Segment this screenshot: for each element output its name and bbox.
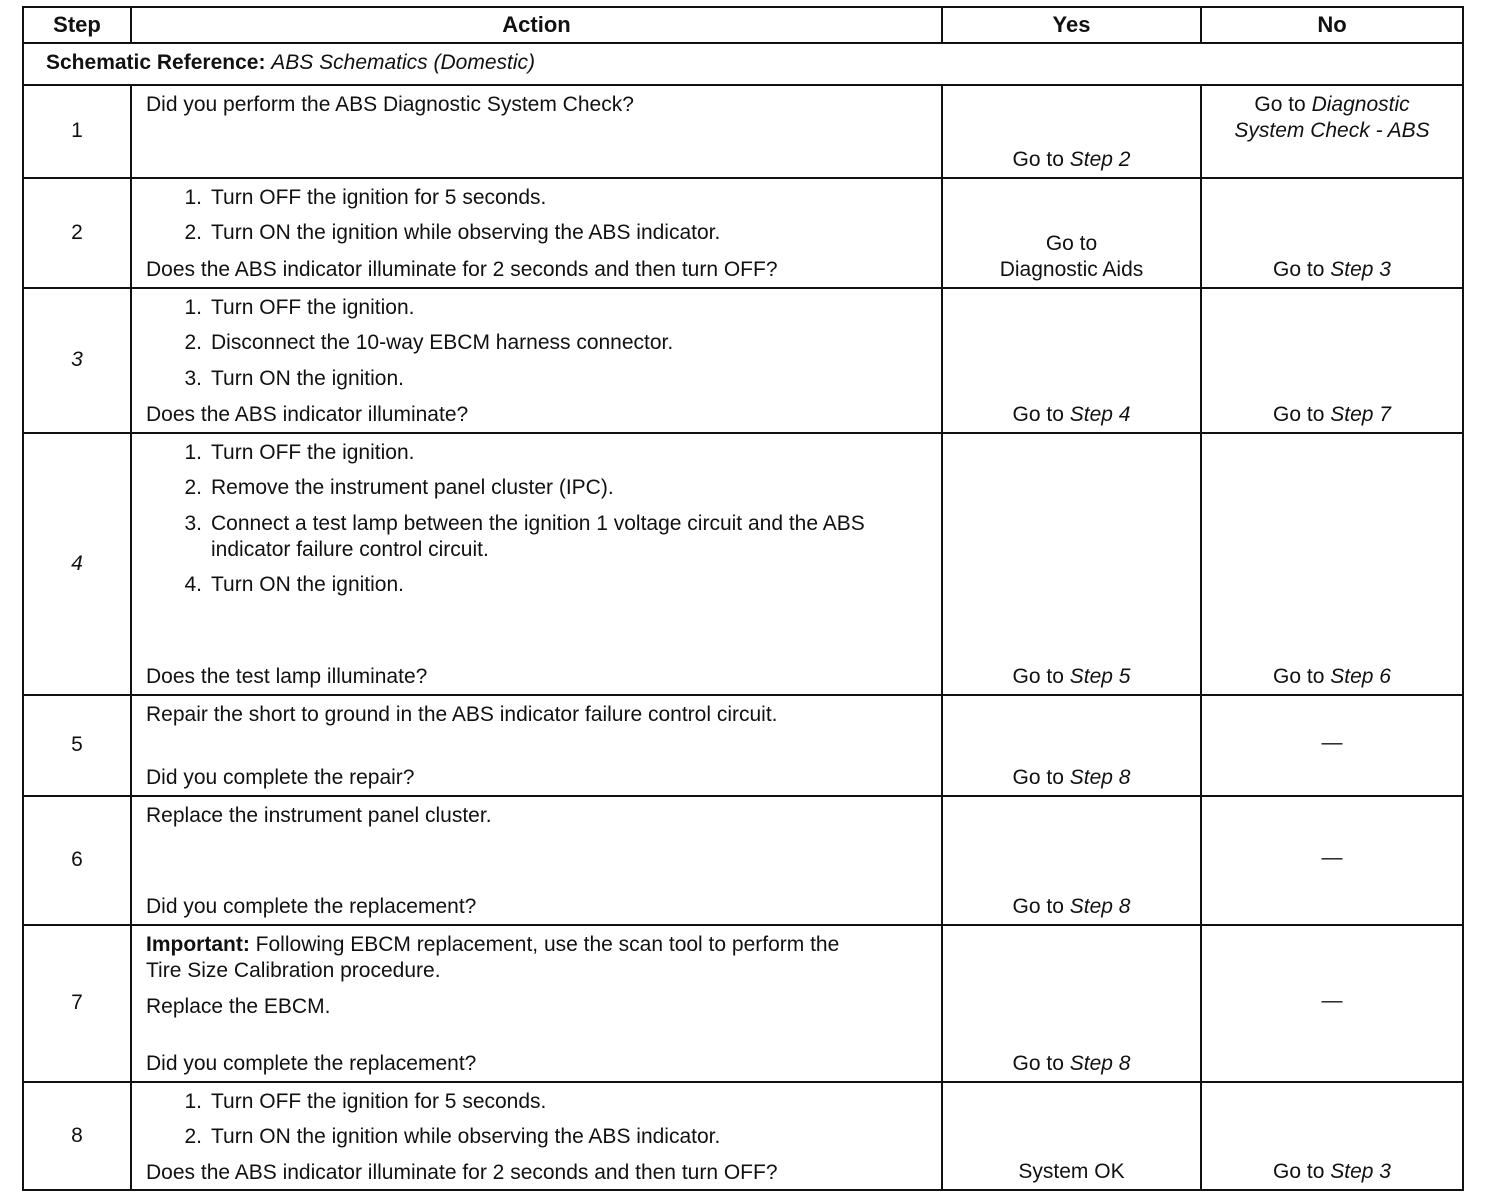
yes-prefix: Go to (1012, 402, 1064, 426)
instruction-list (146, 295, 931, 401)
list-item: 4. Turn ON the ignition. (184, 573, 404, 596)
yes-link[interactable]: Step 4 (1069, 402, 1131, 426)
step-question: Does the ABS indicator illuminate for 2 seconds and then turn OFF? (146, 257, 778, 281)
no-dash: — (1321, 846, 1343, 870)
step-text: Repair the short to ground in the ABS indicator failure control circuit. (146, 703, 778, 726)
yes-prefix: Go to (1012, 664, 1064, 688)
list-item: 1. Turn OFF the ignition. (184, 296, 415, 319)
header-yes: Yes (942, 7, 1201, 43)
header-action: Action (131, 7, 942, 43)
step-action (131, 85, 942, 178)
no-link[interactable]: Step 7 (1330, 402, 1391, 426)
step-row (23, 925, 1463, 1082)
instruction-list (146, 1089, 931, 1160)
no-prefix: Go to (1254, 93, 1306, 116)
yes-prefix: Go to (1012, 147, 1064, 171)
step-number: 5 (23, 695, 131, 796)
no-link[interactable]: Step 3 (1330, 1159, 1391, 1183)
list-item: 2. Turn ON the ignition while observing the ABS indicator. (184, 1125, 721, 1149)
yes-line1: Go to (1045, 231, 1098, 255)
yes-prefix: Go to (1012, 1051, 1064, 1075)
schematic-label: Schematic Reference: (46, 51, 266, 74)
step-number: 1 (23, 85, 131, 178)
instruction-list (146, 440, 931, 607)
list-item: 1. Turn OFF the ignition. (184, 441, 415, 464)
yes-cell (942, 178, 1201, 288)
no-cell (1201, 1082, 1463, 1190)
step-question: Does the test lamp illuminate? (146, 664, 428, 688)
step-question: Did you complete the replacement? (146, 894, 477, 918)
yes-cell (942, 288, 1201, 433)
step-action (131, 1082, 942, 1190)
list-item: 2. Turn ON the ignition while observing the ABS indicator. (184, 221, 721, 245)
no-dash: — (1321, 731, 1343, 755)
yes-link[interactable]: Diagnostic Aids (999, 257, 1144, 281)
no-cell (1201, 288, 1463, 433)
yes-prefix: Go to (1012, 765, 1064, 789)
step-row (23, 695, 1463, 796)
list-item: 2. Disconnect the 10-way EBCM harness connector. (184, 331, 674, 355)
step-row (23, 85, 1463, 178)
yes-cell (942, 796, 1201, 925)
no-cell (1201, 796, 1463, 925)
list-item: 1. Turn OFF the ignition for 5 seconds. (184, 186, 547, 209)
important-note (146, 932, 931, 985)
header-row (23, 7, 1463, 43)
step-text: Replace the instrument panel cluster. (146, 804, 492, 827)
no-cell (1201, 85, 1463, 178)
step-number: 3 (23, 288, 131, 433)
no-prefix: Go to (1273, 402, 1325, 426)
important-label: Important: (146, 933, 250, 956)
yes-link[interactable]: Step 8 (1069, 1051, 1131, 1075)
no-prefix: Go to (1273, 664, 1325, 688)
step-row (23, 433, 1463, 695)
yes-cell (942, 925, 1201, 1082)
yes-cell (942, 433, 1201, 695)
yes-link[interactable]: Step 8 (1069, 894, 1131, 918)
yes-link[interactable]: Step 2 (1069, 147, 1131, 171)
step-row (23, 1082, 1463, 1190)
yes-cell (942, 85, 1201, 178)
no-prefix: Go to (1273, 1159, 1325, 1183)
no-prefix: Go to (1273, 257, 1325, 281)
schematic-row (23, 43, 1463, 85)
step-question: Does the ABS indicator illuminate? (146, 402, 469, 426)
schematic-reference (23, 43, 1463, 85)
step-row (23, 288, 1463, 433)
list-item: 1. Turn OFF the ignition for 5 seconds. (184, 1090, 547, 1113)
step-number: 8 (23, 1082, 131, 1190)
no-cell (1201, 925, 1463, 1082)
no-cell (1201, 695, 1463, 796)
step-action (131, 178, 942, 288)
step-action (131, 925, 942, 1082)
step-row (23, 796, 1463, 925)
list-item: 3. Turn ON the ignition. (184, 366, 404, 390)
list-item: 3. Connect a test lamp between the ignition 1 voltage circuit and the ABS indicator failure control circuit. (184, 511, 865, 561)
no-link-line2[interactable]: System Check - ABS (1234, 119, 1430, 143)
diagnostic-table (22, 6, 1464, 1191)
step-action (131, 796, 942, 925)
no-link[interactable]: Step 3 (1330, 257, 1391, 281)
step-number: 7 (23, 925, 131, 1082)
step-row (23, 178, 1463, 288)
step-action (131, 288, 942, 433)
no-dash: — (1321, 989, 1343, 1013)
step-number: 2 (23, 178, 131, 288)
step-text: Did you perform the ABS Diagnostic System Check? (146, 93, 634, 116)
step-number: 4 (23, 433, 131, 695)
step-question: Did you complete the replacement? (146, 1051, 477, 1075)
yes-cell (942, 1082, 1201, 1190)
important-text: Following EBCM replacement, use the scan tool to perform the Tire Size Calibration procedure. (146, 933, 840, 983)
no-link[interactable]: Step 6 (1330, 664, 1391, 688)
yes-prefix: Go to (1012, 894, 1064, 918)
step-action (131, 695, 942, 796)
yes-cell (942, 695, 1201, 796)
step-text: Replace the EBCM. (146, 994, 331, 1018)
header-no: No (1201, 7, 1463, 43)
header-step: Step (23, 7, 131, 43)
no-link[interactable]: Diagnostic (1311, 93, 1410, 116)
yes-result: System OK (1018, 1159, 1125, 1183)
no-cell (1201, 433, 1463, 695)
step-question: Does the ABS indicator illuminate for 2 seconds and then turn OFF? (146, 1160, 778, 1184)
no-cell (1201, 178, 1463, 288)
step-action (131, 433, 942, 695)
yes-link[interactable]: Step 5 (1069, 664, 1131, 688)
instruction-list (146, 185, 931, 256)
step-number: 6 (23, 796, 131, 925)
yes-link[interactable]: Step 8 (1069, 765, 1131, 789)
step-question: Did you complete the repair? (146, 765, 415, 789)
schematic-value: ABS Schematics (Domestic) (271, 51, 536, 74)
list-item: 2. Remove the instrument panel cluster (IPC). (184, 476, 614, 500)
